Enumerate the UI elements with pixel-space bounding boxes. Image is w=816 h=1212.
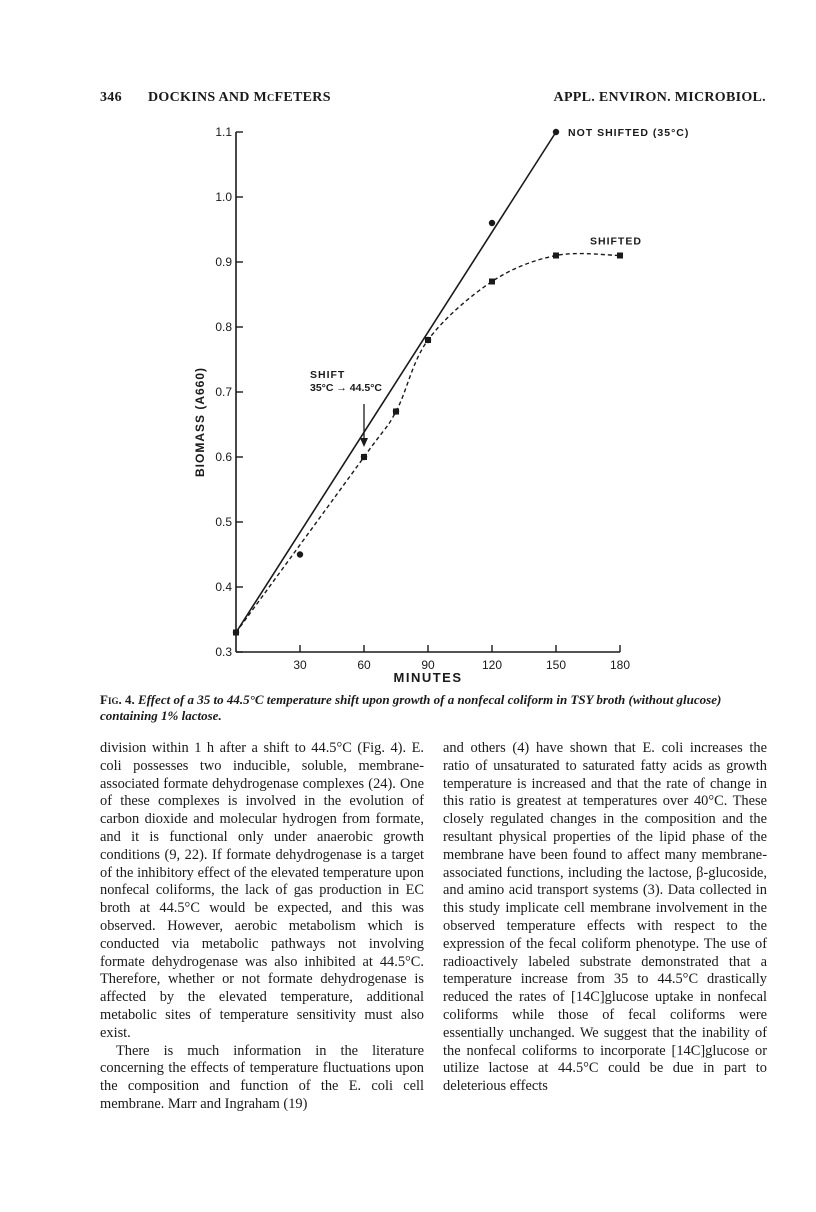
y-ticks — [215, 125, 243, 659]
series-line-shifted — [236, 254, 620, 633]
annotation-line2: 35°C → 44.5°C — [310, 382, 383, 394]
y-tick-label: 0.9 — [215, 255, 232, 269]
label-shifted: SHIFTED — [590, 235, 642, 248]
body-column-left — [100, 740, 424, 1114]
x-tick-label: 90 — [421, 658, 435, 672]
y-tick-label: 0.3 — [215, 645, 232, 659]
data-point-shifted — [425, 337, 431, 343]
data-point-shifted — [393, 409, 399, 415]
x-tick-label: 120 — [481, 658, 503, 672]
data-point-shifted — [361, 454, 367, 460]
y-tick-label: 0.7 — [215, 385, 232, 399]
y-tick-label: 0.4 — [215, 580, 232, 594]
chart-axes — [236, 132, 620, 652]
page-number: 346 — [100, 90, 122, 105]
x-tick-label: 180 — [609, 658, 631, 672]
series-points — [233, 129, 623, 636]
data-point-shifted — [553, 253, 559, 259]
data-point-shifted — [233, 630, 239, 636]
y-tick-label: 1.0 — [215, 190, 232, 204]
series-lines — [236, 132, 620, 633]
paragraph: division within 1 h after a shift to 44.5°C (Fig. 4). E. coli possesses two inducible, soluble, membrane-associated formate dehydrogenase complexes (24). One of these complexes is involved in the evolution of carbon dioxide and molecular hydrogen from formate, and it is functional only under anaerobic growth conditions (9, 22). If formate dehydrogenase is a target of the inhibitory effect of the elevated temperature upon nonfecal coliforms, the lack of gas production in EC broth at 44.5°C would be expected, and this was observed. However, aerobic metabolism which is conducted via metabolic pathways not involving formate dehydrogenase was also inhibited at 44.5°C. Therefore, whether or not formate dehydrogenase is affected by the elevated temperature, additional metabolic sites of temperature sensitivity must also exist. — [100, 740, 424, 1041]
data-point-not-shifted — [553, 129, 559, 135]
data-point-shifted — [489, 279, 495, 285]
series-labels — [568, 127, 689, 248]
x-tick-label: 30 — [293, 658, 307, 672]
y-axis-label: BIOMASS (A660) — [193, 366, 207, 478]
y-tick-label: 1.1 — [215, 125, 232, 139]
x-tick-label: 150 — [545, 658, 567, 672]
annotation-arrow-head — [360, 438, 368, 447]
figure-caption — [100, 692, 770, 724]
data-point-not-shifted — [489, 220, 495, 226]
x-axis-label: MINUTES — [393, 670, 463, 685]
label-not-shifted: NOT SHIFTED (35°C) — [568, 127, 690, 139]
journal-title: APPL. ENVIRON. MICROBIOL. — [553, 90, 766, 105]
y-tick-label: 0.5 — [215, 515, 232, 529]
caption-label: Fig. 4. — [100, 692, 135, 707]
series-line-not-shifted — [236, 132, 556, 633]
y-tick-label: 0.6 — [215, 450, 232, 464]
data-point-not-shifted — [297, 551, 303, 557]
y-tick-label: 0.8 — [215, 320, 232, 334]
shift-annotation — [310, 369, 382, 447]
body-column-right — [443, 740, 767, 1096]
paragraph: There is much information in the literature concerning the effects of temperature fluctuations upon the composition and function of the E. coli cell membrane. Marr and Ingraham (19) — [100, 1042, 424, 1112]
annotation-line1: SHIFT — [310, 369, 346, 381]
caption-text: Effect of a 35 to 44.5°C temperature shift upon growth of a nonfecal coliform in TSY broth (without glucose) containing 1% lactose. — [100, 692, 722, 723]
running-authors: DOCKINS AND McFETERS — [148, 90, 331, 105]
paragraph: and others (4) have shown that E. coli increases the ratio of unsaturated to saturated fatty acids as growth temperature is increased and that the rate of change in this ratio is greatest at temperatures over 40°C. These closely regulated changes in the composition and the resultant physical properties of the lipid phase of the membrane have been found to affect many membrane-associated functions, including the lactose, β-glucoside, and amino acid transport systems (3). Data collected in this study implicate cell membrane involvement in the observed temperature effects with respect to the expression of the fecal coliform phenotype. The use of radioactively labeled substrate demonstrated that a temperature increase from 35 to 44.5°C drastically reduced the rates of [14C]glucose uptake in nonfecal coliforms while those of fecal coliforms were essentially unchanged. We suggest that the inability of the nonfecal coliforms to incorporate [14C]glucose or utilize lactose at 44.5°C could be due in part to deleterious effects — [443, 740, 767, 1095]
x-tick-label: 60 — [357, 658, 371, 672]
data-point-shifted — [617, 253, 623, 259]
x-ticks — [293, 645, 630, 672]
